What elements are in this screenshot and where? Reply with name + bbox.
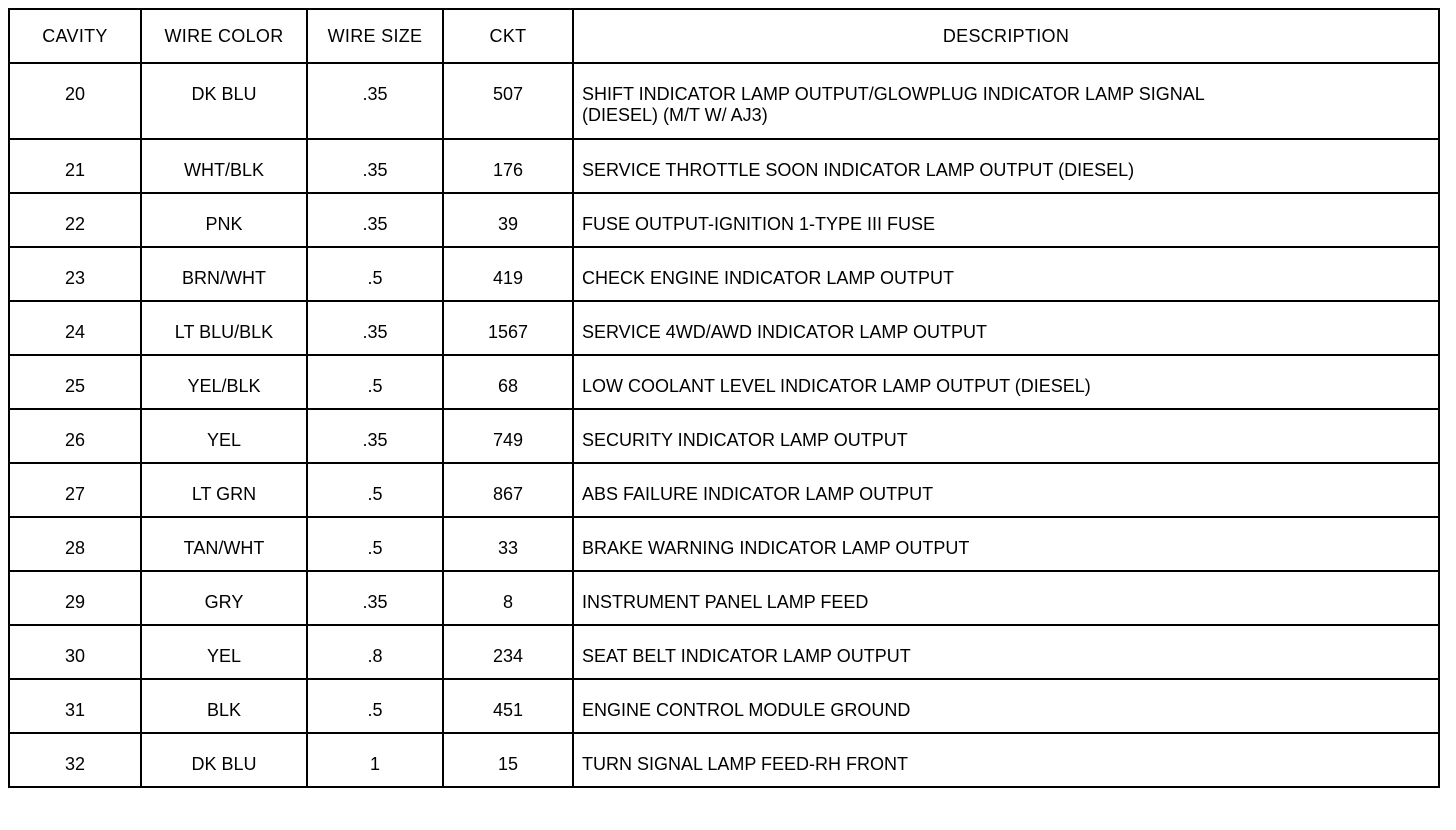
description-line-2: (DIESEL) (M/T W/ AJ3)	[582, 105, 768, 125]
description-cell	[573, 63, 1439, 139]
ckt-cell: 234	[443, 625, 573, 679]
cavity-cell: 29	[9, 571, 141, 625]
wire-color-cell: YEL/BLK	[141, 355, 307, 409]
wire-size-cell: .35	[307, 409, 443, 463]
wire-size-cell: .35	[307, 301, 443, 355]
ckt-cell: 39	[443, 193, 573, 247]
header-wire-color: WIRE COLOR	[141, 9, 307, 63]
wire-size-cell: .35	[307, 139, 443, 193]
wire-color-cell: DK BLU	[141, 63, 307, 139]
description-line-1: SHIFT INDICATOR LAMP OUTPUT/GLOWPLUG INDICATOR LAMP SIGNAL	[582, 84, 1205, 104]
table-row	[9, 301, 1439, 355]
header-description: DESCRIPTION	[573, 9, 1439, 63]
description-cell: SEAT BELT INDICATOR LAMP OUTPUT	[573, 625, 1439, 679]
wire-size-cell: .5	[307, 355, 443, 409]
table-row	[9, 355, 1439, 409]
table-row	[9, 571, 1439, 625]
wire-color-cell: LT GRN	[141, 463, 307, 517]
cavity-cell: 27	[9, 463, 141, 517]
description-cell: INSTRUMENT PANEL LAMP FEED	[573, 571, 1439, 625]
header-ckt: CKT	[443, 9, 573, 63]
description-cell: FUSE OUTPUT-IGNITION 1-TYPE III FUSE	[573, 193, 1439, 247]
cavity-cell: 24	[9, 301, 141, 355]
table-body	[9, 63, 1439, 787]
table-row	[9, 517, 1439, 571]
description-cell: SERVICE THROTTLE SOON INDICATOR LAMP OUTPUT (DIESEL)	[573, 139, 1439, 193]
ckt-cell: 15	[443, 733, 573, 787]
wire-size-cell: .5	[307, 517, 443, 571]
description-cell: ENGINE CONTROL MODULE GROUND	[573, 679, 1439, 733]
cavity-cell: 32	[9, 733, 141, 787]
table-row	[9, 409, 1439, 463]
ckt-cell: 1567	[443, 301, 573, 355]
table-row	[9, 679, 1439, 733]
wire-color-cell: PNK	[141, 193, 307, 247]
ckt-cell: 68	[443, 355, 573, 409]
description-cell: LOW COOLANT LEVEL INDICATOR LAMP OUTPUT (DIESEL)	[573, 355, 1439, 409]
table-row	[9, 733, 1439, 787]
wire-size-cell: .35	[307, 63, 443, 139]
wire-size-cell: .8	[307, 625, 443, 679]
wire-color-cell: BLK	[141, 679, 307, 733]
wire-color-cell: LT BLU/BLK	[141, 301, 307, 355]
cavity-cell: 22	[9, 193, 141, 247]
table-row	[9, 139, 1439, 193]
ckt-cell: 33	[443, 517, 573, 571]
ckt-cell: 451	[443, 679, 573, 733]
wire-color-cell: TAN/WHT	[141, 517, 307, 571]
cavity-cell: 20	[9, 63, 141, 139]
description-cell: BRAKE WARNING INDICATOR LAMP OUTPUT	[573, 517, 1439, 571]
wire-size-cell: .5	[307, 247, 443, 301]
ckt-cell: 749	[443, 409, 573, 463]
table-row	[9, 63, 1439, 139]
header-row	[9, 9, 1439, 63]
cavity-cell: 23	[9, 247, 141, 301]
description-cell: ABS FAILURE INDICATOR LAMP OUTPUT	[573, 463, 1439, 517]
ckt-cell: 507	[443, 63, 573, 139]
wire-size-cell: .5	[307, 463, 443, 517]
connector-pinout-table	[8, 8, 1440, 788]
cavity-cell: 30	[9, 625, 141, 679]
wire-color-cell: BRN/WHT	[141, 247, 307, 301]
ckt-cell: 176	[443, 139, 573, 193]
table-header	[9, 9, 1439, 63]
ckt-cell: 419	[443, 247, 573, 301]
table-row	[9, 247, 1439, 301]
wire-color-cell: YEL	[141, 625, 307, 679]
cavity-cell: 25	[9, 355, 141, 409]
wire-color-cell: WHT/BLK	[141, 139, 307, 193]
description-cell: CHECK ENGINE INDICATOR LAMP OUTPUT	[573, 247, 1439, 301]
cavity-cell: 26	[9, 409, 141, 463]
wire-size-cell: .35	[307, 193, 443, 247]
wire-size-cell: .35	[307, 571, 443, 625]
wire-size-cell: .5	[307, 679, 443, 733]
wire-color-cell: GRY	[141, 571, 307, 625]
table-row	[9, 193, 1439, 247]
wire-color-cell: YEL	[141, 409, 307, 463]
wire-size-cell: 1	[307, 733, 443, 787]
cavity-cell: 28	[9, 517, 141, 571]
header-wire-size: WIRE SIZE	[307, 9, 443, 63]
header-cavity: CAVITY	[9, 9, 141, 63]
ckt-cell: 8	[443, 571, 573, 625]
connector-table-container	[8, 8, 1438, 788]
cavity-cell: 21	[9, 139, 141, 193]
table-row	[9, 463, 1439, 517]
description-cell: SECURITY INDICATOR LAMP OUTPUT	[573, 409, 1439, 463]
description-cell: TURN SIGNAL LAMP FEED-RH FRONT	[573, 733, 1439, 787]
description-cell: SERVICE 4WD/AWD INDICATOR LAMP OUTPUT	[573, 301, 1439, 355]
cavity-cell: 31	[9, 679, 141, 733]
wire-color-cell: DK BLU	[141, 733, 307, 787]
ckt-cell: 867	[443, 463, 573, 517]
table-row	[9, 625, 1439, 679]
